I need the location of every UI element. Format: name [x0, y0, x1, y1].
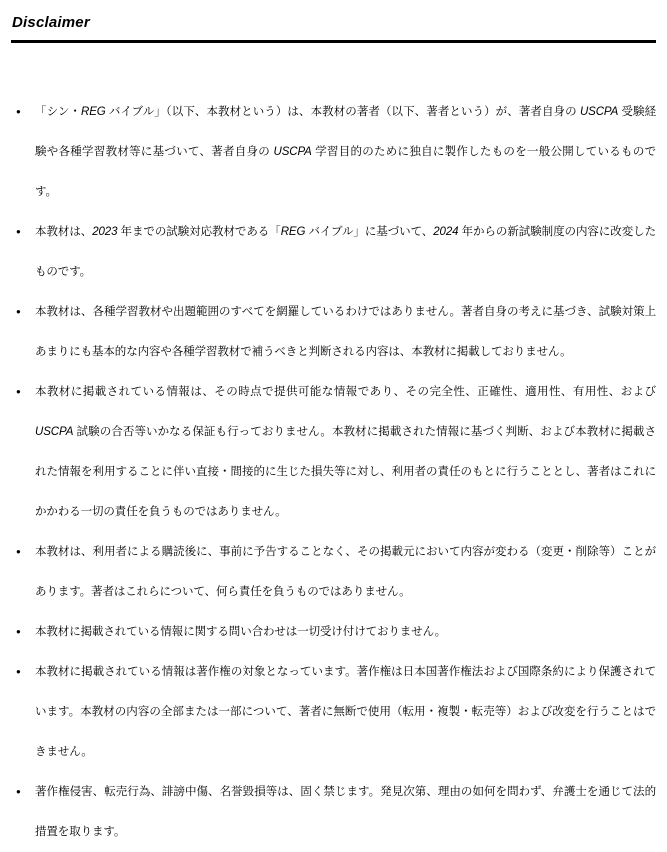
bullet-text: 本教材に掲載されている情報は、その時点で提供可能な情報であり、その完全性、正確性、適用性、有用性、および USCPA 試験の合否等いかなる保証も行っておりません。本教材に掲載された情報に基づく判断、および本教材に掲載された情報を利用することに伴い直接・間接的に生じた損失等に対し、利用者の責任のもとに行うこととし、著者はこれにかかわる一切の責任を負うものではありません。: [35, 386, 656, 518]
title-divider: [11, 40, 656, 43]
list-item: [11, 612, 656, 652]
list-item: [11, 292, 656, 372]
bullet-text: 本教材に掲載されている情報に関する問い合わせは一切受け付けておりません。: [35, 626, 447, 638]
bullet-text: 本教材に掲載されている情報は著作権の対象となっています。著作権は日本国著作権法および国際条約により保護されています。本教材の内容の全部または一部について、著者に無断で使用（転用・複製・転売等）および改変を行うことはできません。: [35, 666, 656, 758]
bullet-icon: ●: [16, 667, 21, 676]
bullet-icon: ●: [16, 227, 21, 236]
list-item: [11, 772, 656, 852]
bullet-text: 本教材は、利用者による購読後に、事前に予告することなく、その掲載元において内容が変わる（変更・削除等）ことがあります。著者はこれらについて、何ら責任を負うものではありません。: [35, 546, 656, 598]
list-item: [11, 92, 656, 212]
bullet-text: 本教材は、2023 年までの試験対応教材である「REG バイブル」に基づいて、2024 年からの新試験制度の内容に改変したものです。: [35, 226, 656, 278]
bullet-icon: ●: [16, 547, 21, 556]
list-item: [11, 372, 656, 532]
list-item: [11, 532, 656, 612]
bullet-text: 「シン・REG バイブル」（以下、本教材という）は、本教材の著者（以下、著者という）が、著者自身の USCPA 受験経験や各種学習教材等に基づいて、著者自身の USCPA 学習目的のために独自に製作したものを一般公開しているものです。: [35, 106, 657, 198]
bullet-icon: ●: [16, 787, 21, 796]
bullet-text: 本教材は、各種学習教材や出題範囲のすべてを網羅しているわけではありません。著者自身の考えに基づき、試験対策上あまりにも基本的な内容や各種学習教材で補うべきと判断される内容は、本教材に掲載しておりません。: [35, 306, 656, 358]
bullet-icon: ●: [16, 107, 21, 116]
bullet-text: 著作権侵害、転売行為、誹謗中傷、名誉毀損等は、固く禁じます。発見次第、理由の如何を問わず、弁護士を通じて法的措置を取ります。: [35, 786, 656, 838]
bullet-icon: ●: [16, 627, 21, 636]
list-item: [11, 212, 656, 292]
list-item: [11, 652, 656, 772]
bullet-icon: ●: [16, 307, 21, 316]
page-title: Disclaimer: [12, 14, 90, 31]
bullet-list: [11, 92, 656, 852]
bullet-icon: ●: [16, 387, 21, 396]
